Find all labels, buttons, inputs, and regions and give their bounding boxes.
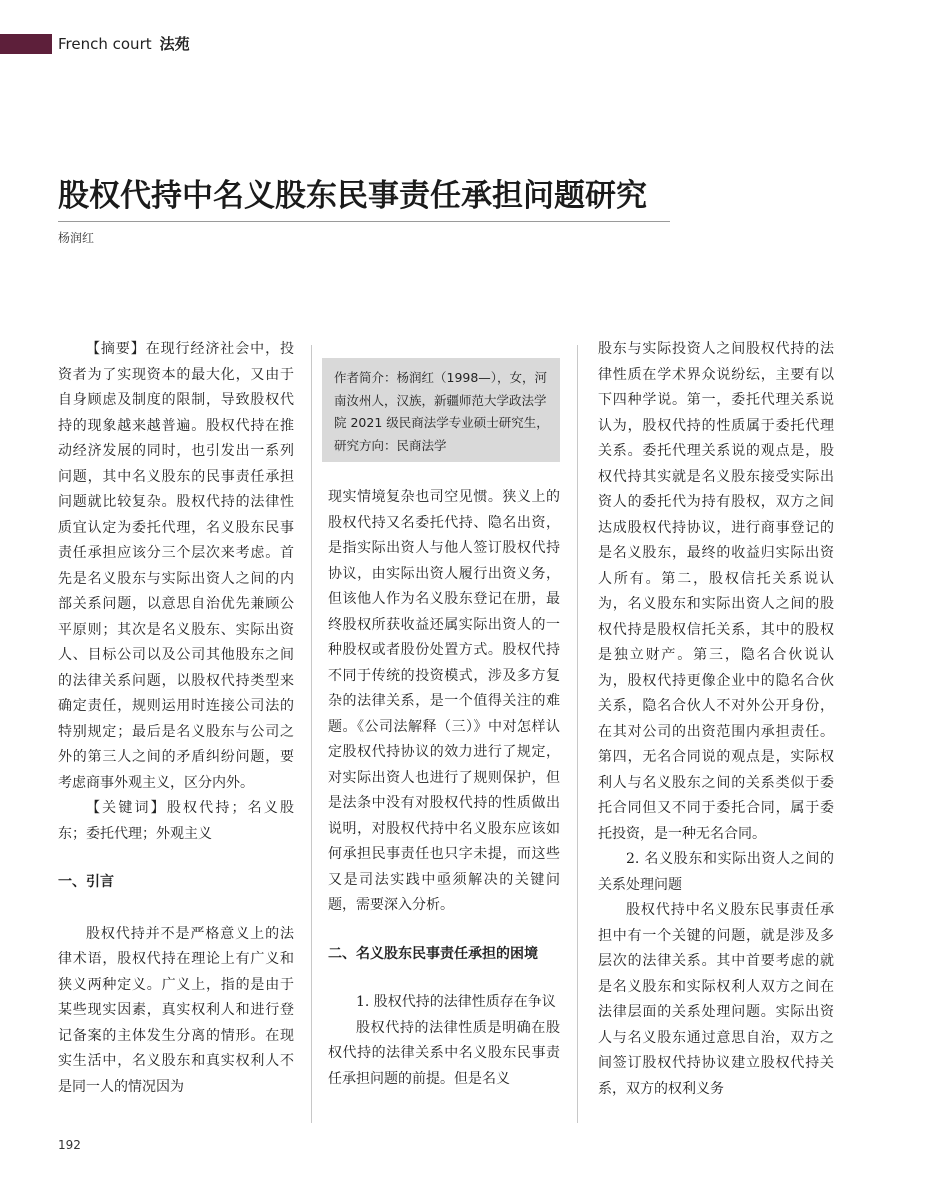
column-divider-2 <box>577 345 578 1123</box>
subheading-2: 2. 名义股东和实际出资人之间的关系处理问题 <box>598 851 834 893</box>
column-2-paragraph-2: 股权代持的法律性质是明确在股权代持的法律关系中名义股东民事责任承担问题的前提。但是名义 <box>328 1019 560 1087</box>
abstract: 【摘要】在现行经济社会中，投资者为了实现资本的最大化，又由于自身顾虑及制度的限制，导致股权代持的现象越来越普遍。股权代持在推动经济发展的同时，也引发出一系列问题，其中名义股东的民事责任承担问题就比较复杂。股权代持的法律性质宜认定为委托代理，名义股东民事责任承担应该分三个层次来考虑。首先是名义股东与实际出资人之间的内部关系问题，以意思自治优先兼顾公平原则；其次是名义股东、实际出资人、目标公司以及公司其他股东之间的法律关系问题，以股权代持类型来确定责任，规则运用时连接公司法的特别规定；最后是名义股东与公司之外的第三人之间的矛盾纠纷问题，要考虑商事外观主义，区分内外。 <box>58 341 294 791</box>
header-section-cn: 法苑 <box>159 35 190 53</box>
header-section-en: French court <box>58 35 152 53</box>
section-heading-2: 二、名义股东民事责任承担的困境 <box>328 945 538 962</box>
header-accent-bar <box>0 34 52 54</box>
keywords: 【关键词】股权代持；名义股东；委托代理；外观主义 <box>58 800 294 842</box>
column-divider-1 <box>311 345 312 1123</box>
page-number: 192 <box>58 1138 81 1152</box>
intro-paragraph: 股权代持并不是严格意义上的法律术语，股权代持在理论上有广义和狭义两种定义。广义上，指的是由于某些现实因素，真实权利人和进行登记备案的主体发生分离的情形。在现实生活中，名义股东和真实权利人不是同一人的情况因为 <box>58 925 294 1095</box>
column-3-paragraph-1: 股东与实际投资人之间股权代持的法律性质在学术界众说纷纭，主要有以下四种学说。第一，委托代理关系说认为，股权代持的性质属于委托代理关系。委托代理关系说的观点是，股权代持其实就是名义股东接受实际出资人的委托代为持有股权，双方之间达成股权代持协议，进行商事登记的是名义股东，最终的收益归实际出资人所有。第二，股权信托关系说认为，名义股东和实际出资人之间的股权代持是股权信托关系，其中的股权是独立财产。第三，隐名合伙说认为，股权代持更像企业中的隐名合伙关系，隐名合伙人不对外公开身份，在其对公司的出资范围内承担责任。第四，无名合同说的观点是，实际权利人与名义股东之间的关系类似于委托合同但又不同于委托合同，属于委托投资，是一种无名合同。 <box>598 341 834 842</box>
author-bio-box <box>322 358 560 462</box>
section-heading-1: 一、引言 <box>58 874 114 890</box>
column-2-paragraph-1: 现实情境复杂也司空见惯。狭义上的股权代持又名委托代持、隐名出资，是指实际出资人与他人签订股权代持协议，由实际出资人履行出资义务，但该他人作为名义股东登记在册，最终股权所获收益还属实际出资人的一种股权或者股份处置方式。股权代持不同于传统的投资模式，涉及多方复杂的法律关系，是一个值得关注的难题。《公司法解释（三）》中对怎样认定股权代持协议的效力进行了规定，对实际出资人也进行了规则保护，但是法条中没有对股权代持的性质做出说明，对股权代持中名义股东应该如何承担民事责任也只字未提，而这些又是司法实践中亟须解决的关键问题，需要深入分析。 <box>328 489 560 913</box>
column-1 <box>58 337 294 1100</box>
author-bio-text: 作者简介：杨润红（1998—），女，河南汝州人，汉族，新疆师范大学政法学院 2021 级民商法学专业硕士研究生，研究方向：民商法学 <box>334 370 549 453</box>
column-2 <box>328 485 560 1092</box>
article-title: 股权代持中名义股东民事责任承担问题研究 <box>58 178 647 214</box>
column-3-paragraph-2: 股权代持中名义股东民事责任承担中有一个关键的问题，就是涉及多层次的法律关系。其中首要考虑的就是名义股东和实际权利人双方之间在法律层面的关系处理问题。实际出资人与名义股东通过意思自治，双方之间签订股权代持协议建立股权代持关系，双方的权利义务 <box>598 902 834 1097</box>
column-3 <box>598 337 834 1102</box>
subheading-1: 1. 股权代持的法律性质存在争议 <box>356 994 556 1010</box>
title-rule <box>58 221 670 222</box>
running-header <box>58 34 190 54</box>
author-name: 杨润红 <box>58 231 95 245</box>
